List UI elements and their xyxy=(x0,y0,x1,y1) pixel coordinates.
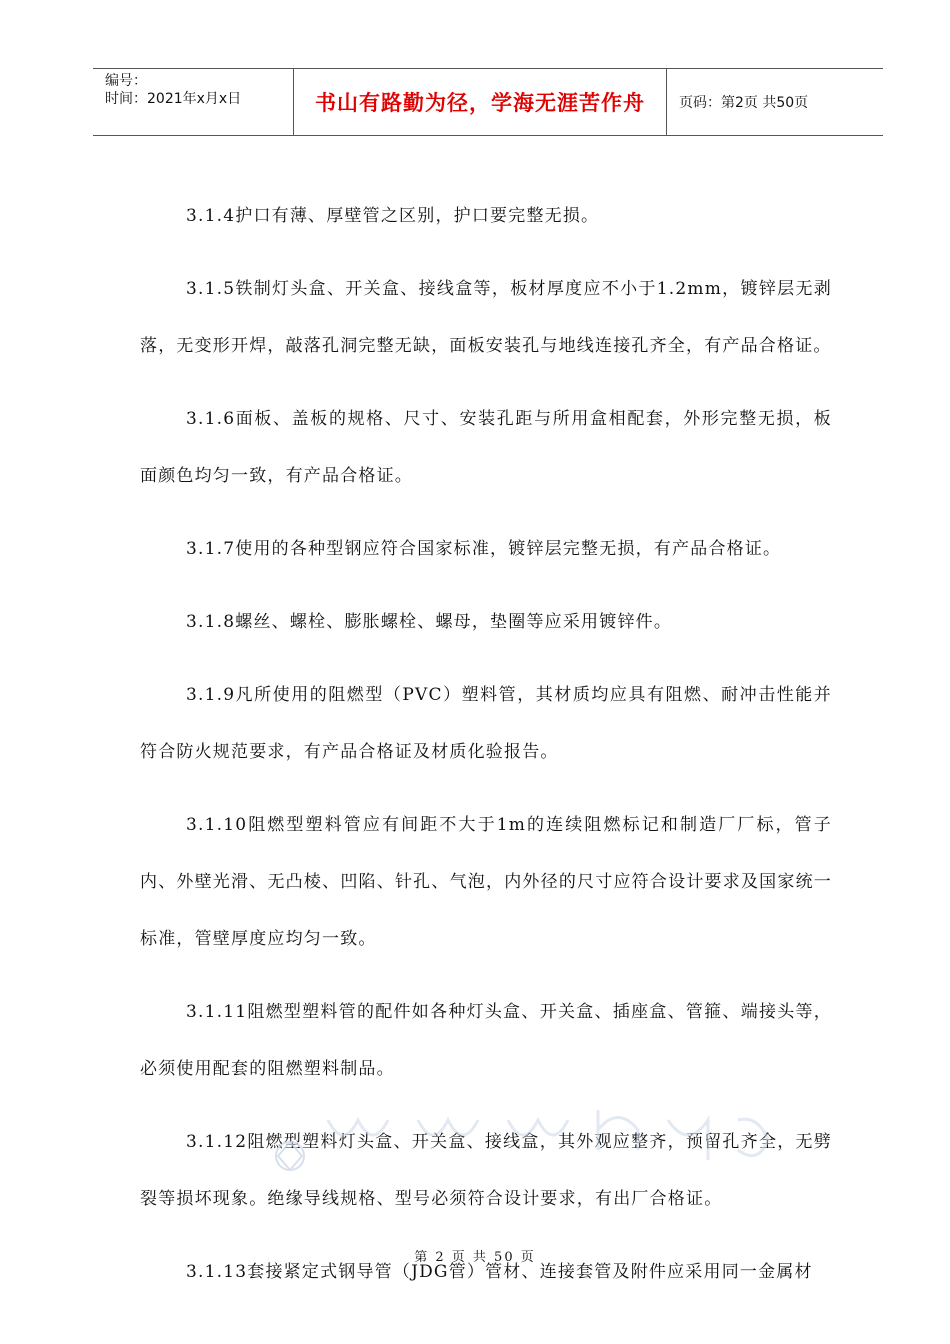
paragraph-3-1-6: 3.1.6面板、盖板的规格、尺寸、安装孔距与所用盒相配套，外形完整无损，板面颜色均匀一致，有产品合格证。 xyxy=(140,409,832,486)
paragraph-3-1-12: 3.1.12阻燃型塑料灯头盒、开关盒、接线盒，其外观应整齐，预留孔齐全，无劈裂等损坏现象。绝缘导线规格、型号必须符合设计要求，有出厂合格证。 xyxy=(140,1132,832,1209)
doc-number-label: 编号： xyxy=(105,73,147,89)
paragraph-3-1-9: 3.1.9凡所使用的阻燃型（PVC）塑料管，其材质均应具有阻燃、耐冲击性能并符合防火规范要求，有产品合格证及材质化验报告。 xyxy=(140,685,832,762)
header-motto: 书山有路勤为径，学海无涯苦作舟 xyxy=(294,69,667,135)
paragraph-3-1-11: 3.1.11阻燃型塑料管的配件如各种灯头盒、开关盒、插座盒、管箍、端接头等，必须使用配套的阻燃塑料制品。 xyxy=(140,1002,832,1079)
paragraph-3-1-7: 3.1.7使用的各种型钢应符合国家标准，镀锌层完整无损，有产品合格证。 xyxy=(186,539,782,559)
paragraph-3-1-5: 3.1.5铁制灯头盒、开关盒、接线盒等，板材厚度应不小于1.2mm，镀锌层无剥落，无变形开焊，敲落孔洞完整无缺，面板安装孔与地线连接孔齐全，有产品合格证。 xyxy=(140,279,832,356)
document-body xyxy=(140,188,832,1317)
paragraph-3-1-13: 3.1.13套接紧定式钢导管（JDG管）管材、连接套管及附件应采用同一金属材 xyxy=(186,1262,813,1282)
header-meta xyxy=(93,69,294,135)
paragraph-3-1-8: 3.1.8螺丝、螺栓、膨胀螺栓、螺母，垫圈等应采用镀锌件。 xyxy=(186,612,673,632)
time-label: 时间：2021年x月x日 xyxy=(105,91,242,107)
paragraph-3-1-10: 3.1.10阻燃型塑料管应有间距不大于1m的连续阻燃标记和制造厂厂标，管子内、外壁光滑、无凸棱、凹陷、针孔、气泡，内外径的尺寸应符合设计要求及国家统一标准，管壁厚度应均匀一致。 xyxy=(140,815,832,949)
paragraph-3-1-4: 3.1.4护口有薄、厚壁管之区别，护口要完整无损。 xyxy=(186,206,600,226)
header-page-info: 页码：第2页 共50页 xyxy=(679,95,809,111)
page-header xyxy=(93,68,883,136)
page-footer: 第 2 页 共 50 页 xyxy=(414,1250,536,1265)
